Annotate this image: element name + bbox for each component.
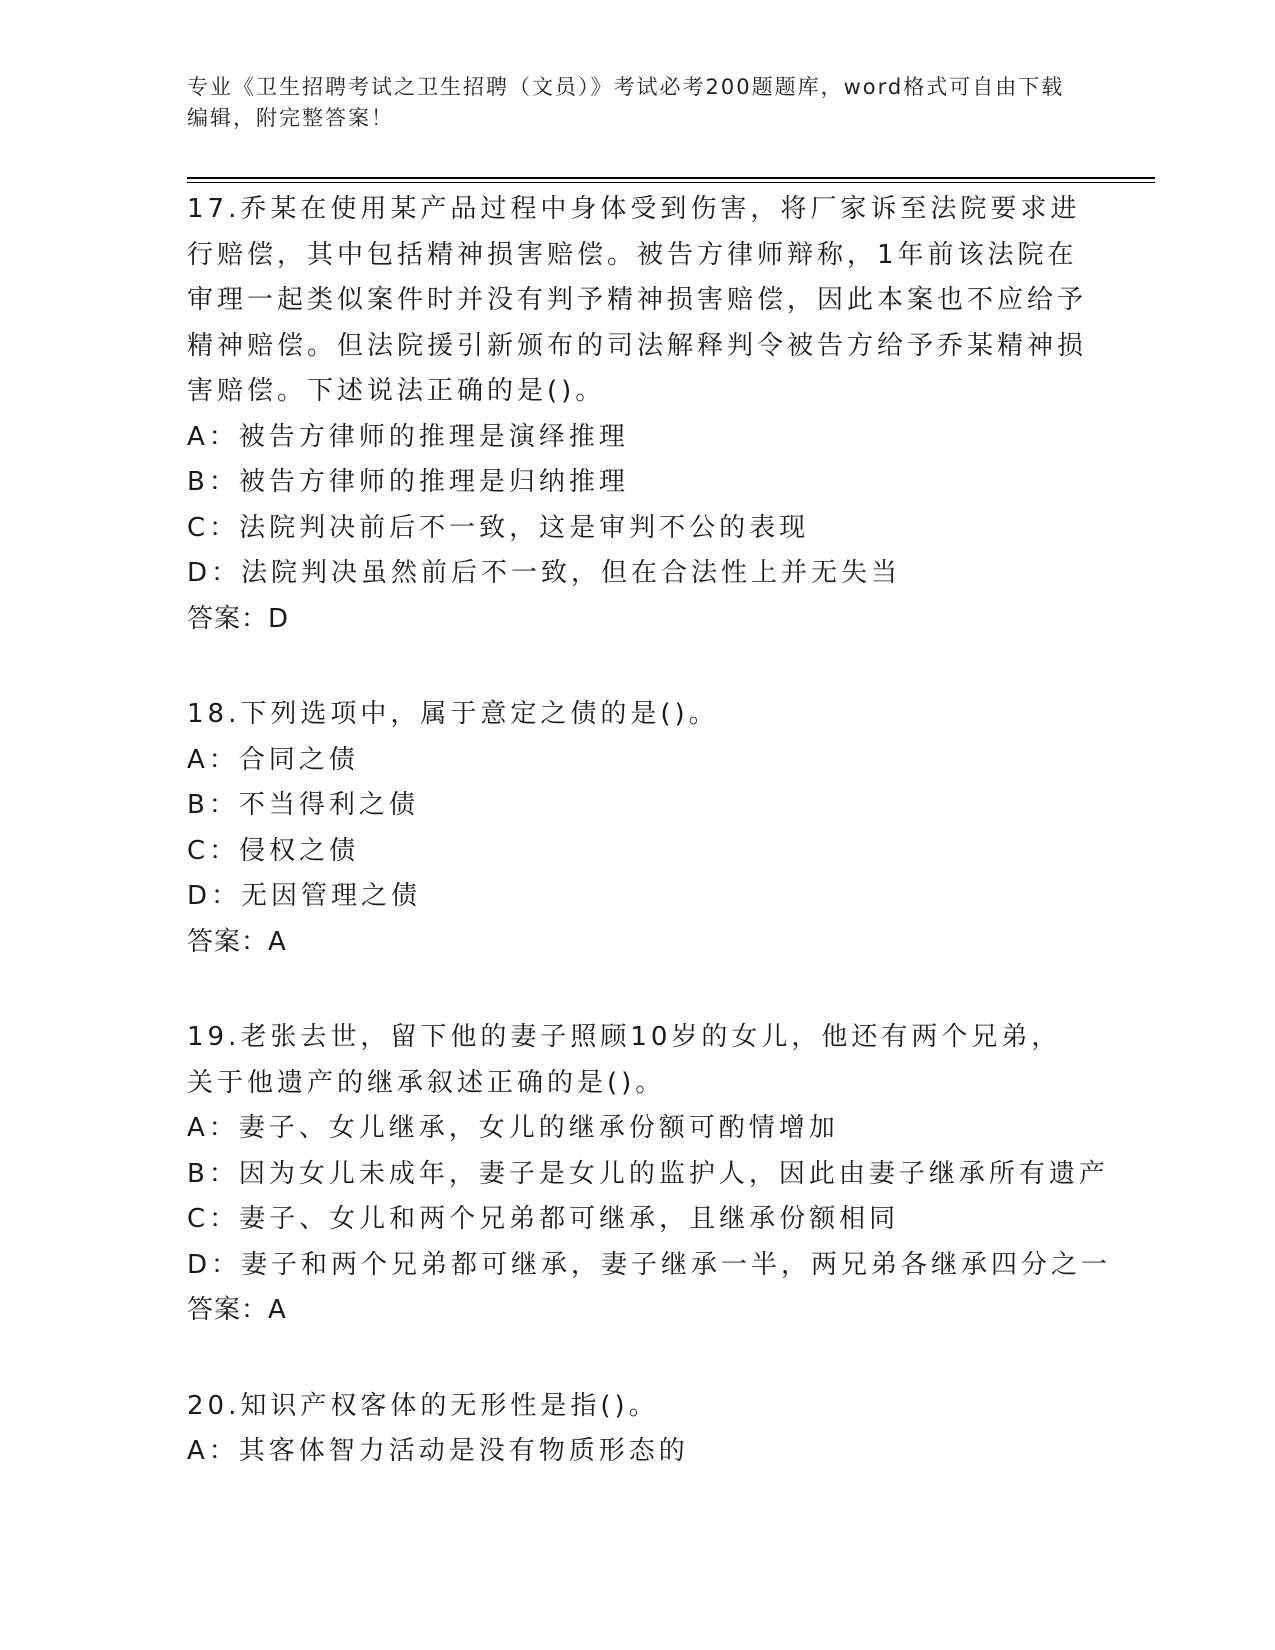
header-divider-thin <box>187 182 1155 183</box>
question-stem: 20.知识产权客体的无形性是指()。 <box>187 1390 659 1421</box>
option-b: B：不当得利之债 <box>187 790 419 820</box>
option-a: A：合同之债 <box>187 744 359 775</box>
answer: 答案：D <box>187 603 290 634</box>
question-stem: 19.老张去世，留下他的妻子照顾10岁的女儿，他还有两个兄弟，关于他遗产的继承叙述正确的是()。 <box>187 1022 1062 1098</box>
question-20 <box>187 1384 1087 1475</box>
option-d: D：法院判决虽然前后不一致，但在合法性上并无失当 <box>187 558 902 588</box>
question-18 <box>187 692 1087 965</box>
option-b: B：被告方律师的推理是归纳推理 <box>187 467 629 497</box>
question-list <box>187 187 1112 1525</box>
page-header: 专业《卫生招聘考试之卫生招聘（文员）》考试必考200题题库，word格式可自由下载编辑，附完整答案！ <box>187 75 1065 130</box>
answer: 答案：A <box>187 926 287 957</box>
option-c: C：法院判决前后不一致，这是审判不公的表现 <box>187 512 810 543</box>
answer: 答案：A <box>187 1295 287 1325</box>
question-17 <box>187 187 1087 642</box>
option-b: B：因为女儿未成年，妻子是女儿的监护人，因此由妻子继承所有遗产 <box>187 1158 1109 1189</box>
option-d: D：无因管理之债 <box>187 881 422 911</box>
question-stem: 18.下列选项中，属于意定之债的是()。 <box>187 699 719 729</box>
option-a: A：其客体智力活动是没有物质形态的 <box>187 1436 689 1466</box>
option-a: A：被告方律师的推理是演绎推理 <box>187 421 629 452</box>
question-19 <box>187 1015 1112 1334</box>
option-d: D：妻子和两个兄弟都可继承，妻子继承一半，两兄弟各继承四分之一 <box>187 1249 1112 1280</box>
question-stem: 17.乔某在使用某产品过程中身体受到伤害，将厂家诉至法院要求进行赔偿，其中包括精神损害赔偿。被告方律师辩称，1年前该法院在审理一起类似案件时并没有判予精神损害赔偿，因此本案也不应给予精神赔偿。但法院援引新颁布的司法解释判令被告方给予乔某精神损害赔偿。下述说法正确的是()。 <box>187 194 1088 406</box>
header-divider-thick <box>187 177 1155 179</box>
option-c: C：侵权之债 <box>187 835 360 866</box>
option-c: C：妻子、女儿和两个兄弟都可继承，且继承份额相同 <box>187 1204 900 1234</box>
option-a: A：妻子、女儿继承，女儿的继承份额可酌情增加 <box>187 1113 839 1143</box>
